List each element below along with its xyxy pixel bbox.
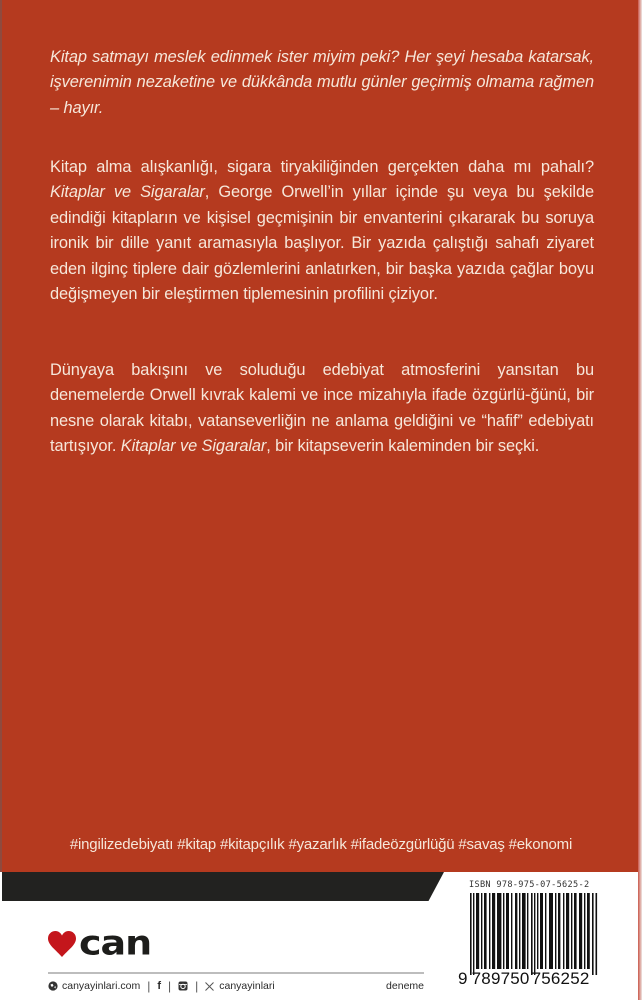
x-icon[interactable] — [205, 982, 214, 991]
barcode-digit-group: 756252 — [531, 969, 590, 988]
blurb-text: , bir kitapseverin kaleminden bir seçki. — [266, 437, 540, 456]
book-title-italic: Kitaplar ve Sigaralar — [50, 183, 205, 202]
cover-right-edge — [638, 0, 642, 1000]
instagram-icon[interactable] — [178, 981, 188, 991]
blurb-quote-paragraph: Kitap satmayı meslek edinmek ister miyim peki? Her şeyi hesaba katarsak, işverenimin nezaketine ve dükkânda mutlu günler geçirmiş olmama rağmen – hayır. — [50, 48, 594, 117]
blurb-summary-paragraph — [50, 358, 594, 460]
blurb-text: Dünyaya bakışını ve soluduğu edebiyat atmosferini yansıtan bu denemelerde Orwell kıvrak kalemi ve ince mizahıyla ifade özgürlü-ğünü, bir nesne olarak kitabı, vatanseverliğin ne anlama geldiğini ve “hafif” edebiyatı tartışıyor. — [50, 361, 594, 456]
publisher-logo — [47, 920, 152, 963]
facebook-icon[interactable]: f — [157, 980, 161, 992]
separator: | — [168, 979, 172, 993]
hashtags-line: #ingilizedebiyatı #kitap #kitapçılık #yazarlık #ifadeözgürlüğü #savaş #ekonomi — [69, 836, 573, 853]
isbn-label: ISBN 978-975-07-5625-2 — [469, 880, 590, 890]
genre-label: deneme — [386, 980, 424, 992]
black-accent-band — [2, 872, 444, 901]
heart-icon — [47, 930, 77, 958]
blurb-description-paragraph — [50, 155, 594, 307]
cover-left-edge — [0, 0, 2, 872]
website-link[interactable]: canyayinlari.com — [62, 980, 141, 992]
globe-icon — [48, 981, 58, 991]
separator: | — [147, 979, 151, 993]
separator: | — [195, 979, 199, 993]
social-handle[interactable]: canyayinlari — [219, 980, 275, 992]
blurb-text: , George Orwell’in yıllar içinde şu veya bu şekilde edindiği kitapların ve kişisel geçmişinin bir envanterini çıkararak bu soruya ironik bir dille yanıt aramasıyla başlıyor. Bir yazıda çalıştığı sahafı ziyaret eden ilginç tiplere dair gözlemlerini anlatırken, bir başka yazıda çağlar boyu değişmeyen bir eleştirmen tiplemesinin profilini çiziyor. — [50, 183, 594, 304]
publisher-contact-row — [48, 979, 424, 993]
barcode-digits — [458, 969, 590, 989]
book-title-italic: Kitaplar ve Sigaralar — [120, 437, 267, 456]
blurb-text: Kitap alma alışkanlığı, sigara tiryakiliğinden gerçekten daha mı pahalı? — [50, 158, 594, 176]
footer-divider — [48, 972, 424, 974]
barcode-digit-prefix: 9 — [458, 969, 468, 988]
barcode-icon — [470, 893, 598, 975]
barcode-digit-group: 789750 — [471, 969, 530, 988]
publisher-logo-text: can — [79, 923, 152, 963]
